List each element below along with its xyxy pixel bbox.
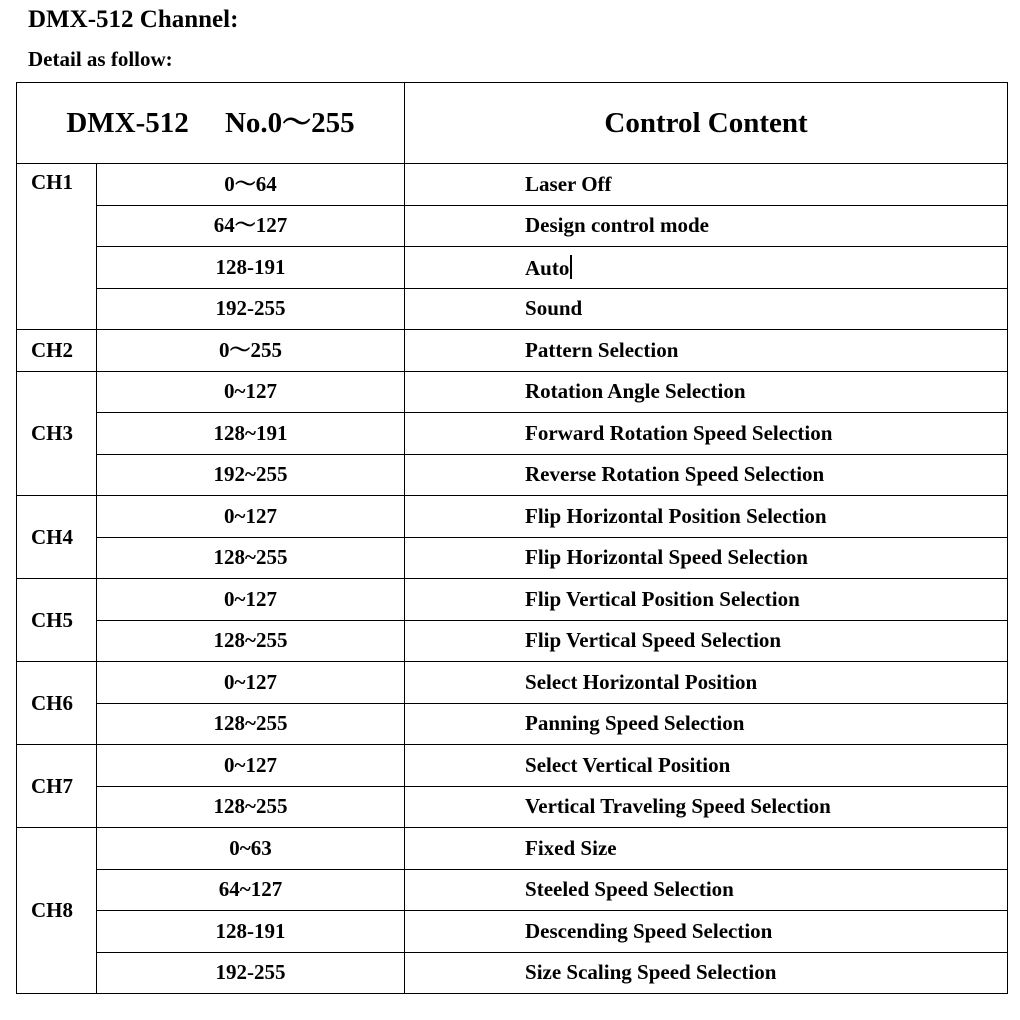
channel-label: CH8 bbox=[17, 828, 97, 994]
table-row bbox=[17, 703, 1008, 745]
control-content-text: Reverse Rotation Speed Selection bbox=[525, 462, 825, 487]
table-row bbox=[17, 662, 1008, 704]
control-content bbox=[405, 205, 1008, 247]
control-content-text: Auto bbox=[525, 256, 570, 281]
control-content bbox=[405, 371, 1008, 413]
control-content bbox=[405, 786, 1008, 828]
table-row bbox=[17, 454, 1008, 496]
dmx-value-range: 128~255 bbox=[97, 703, 405, 745]
table-row bbox=[17, 496, 1008, 538]
control-content bbox=[405, 288, 1008, 330]
control-content bbox=[405, 745, 1008, 787]
control-content bbox=[405, 579, 1008, 621]
channel-label: CH7 bbox=[17, 745, 97, 828]
control-content-text: Flip Vertical Speed Selection bbox=[525, 628, 782, 653]
control-content bbox=[405, 620, 1008, 662]
control-content-text: Pattern Selection bbox=[525, 337, 679, 362]
page-subtitle: Detail as follow: bbox=[28, 47, 173, 71]
table-row bbox=[17, 205, 1008, 247]
dmx-value-range: 128~255 bbox=[97, 537, 405, 579]
control-content bbox=[405, 496, 1008, 538]
control-content-text: Steeled Speed Selection bbox=[525, 877, 734, 902]
table-row bbox=[17, 537, 1008, 579]
control-content-text: Forward Rotation Speed Selection bbox=[525, 420, 833, 445]
dmx-channel-table bbox=[16, 82, 1008, 994]
table-row bbox=[17, 330, 1008, 372]
control-content-text: Flip Horizontal Position Selection bbox=[525, 503, 827, 528]
dmx-value-range: 0~127 bbox=[97, 496, 405, 538]
control-content-text: Vertical Traveling Speed Selection bbox=[525, 794, 831, 819]
control-content-text: Design control mode bbox=[525, 213, 709, 238]
text-cursor bbox=[570, 255, 572, 279]
channel-label: CH2 bbox=[17, 330, 97, 372]
dmx-value-range: 0～64 bbox=[97, 164, 405, 206]
control-content-text: Descending Speed Selection bbox=[525, 918, 773, 943]
control-content-text: Flip Vertical Position Selection bbox=[525, 586, 800, 611]
dmx-value-range: 0~127 bbox=[97, 662, 405, 704]
dmx-value-range: 64～127 bbox=[97, 205, 405, 247]
control-content-text: Select Vertical Position bbox=[525, 752, 731, 777]
dmx-value-range: 192~255 bbox=[97, 454, 405, 496]
control-content-text: Select Horizontal Position bbox=[525, 669, 758, 694]
control-content bbox=[405, 330, 1008, 372]
control-content-text: Laser Off bbox=[525, 171, 612, 196]
control-content bbox=[405, 703, 1008, 745]
dmx-value-range: 64~127 bbox=[97, 869, 405, 911]
table-row bbox=[17, 620, 1008, 662]
control-content bbox=[405, 454, 1008, 496]
control-content bbox=[405, 911, 1008, 953]
channel-label: CH1 bbox=[17, 164, 97, 330]
dmx-table-body bbox=[17, 83, 1008, 994]
table-row bbox=[17, 952, 1008, 994]
table-row bbox=[17, 413, 1008, 455]
table-row bbox=[17, 869, 1008, 911]
dmx-value-range: 128-191 bbox=[97, 911, 405, 953]
dmx-value-range: 192-255 bbox=[97, 288, 405, 330]
table-row bbox=[17, 371, 1008, 413]
table-row bbox=[17, 247, 1008, 289]
control-content-text: Flip Horizontal Speed Selection bbox=[525, 545, 808, 570]
table-row bbox=[17, 828, 1008, 870]
control-content bbox=[405, 662, 1008, 704]
channel-label: CH6 bbox=[17, 662, 97, 745]
dmx-value-range: 0~63 bbox=[97, 828, 405, 870]
control-content-text: Rotation Angle Selection bbox=[525, 379, 746, 404]
control-content bbox=[405, 164, 1008, 206]
table-row bbox=[17, 288, 1008, 330]
control-content bbox=[405, 247, 1008, 289]
control-content bbox=[405, 952, 1008, 994]
header-control-content: Control Content bbox=[405, 83, 1008, 164]
dmx-value-range: 0~127 bbox=[97, 371, 405, 413]
channel-label: CH3 bbox=[17, 371, 97, 496]
control-content bbox=[405, 413, 1008, 455]
dmx-value-range: 192-255 bbox=[97, 952, 405, 994]
control-content bbox=[405, 537, 1008, 579]
header-range: DMX-512 No.0～255 bbox=[17, 83, 405, 164]
page-title: DMX-512 Channel: bbox=[28, 6, 239, 33]
dmx-value-range: 0~127 bbox=[97, 745, 405, 787]
control-content bbox=[405, 828, 1008, 870]
dmx-value-range: 128~255 bbox=[97, 786, 405, 828]
control-content-text: Size Scaling Speed Selection bbox=[525, 960, 777, 985]
channel-label: CH5 bbox=[17, 579, 97, 662]
table-row bbox=[17, 745, 1008, 787]
dmx-value-range: 0~127 bbox=[97, 579, 405, 621]
dmx-value-range: 128-191 bbox=[97, 247, 405, 289]
table-row bbox=[17, 579, 1008, 621]
table-row bbox=[17, 164, 1008, 206]
table-row bbox=[17, 911, 1008, 953]
dmx-value-range: 0～255 bbox=[97, 330, 405, 372]
control-content-text: Fixed Size bbox=[525, 835, 617, 860]
table-row bbox=[17, 786, 1008, 828]
control-content-text: Panning Speed Selection bbox=[525, 711, 745, 736]
dmx-value-range: 128~191 bbox=[97, 413, 405, 455]
control-content bbox=[405, 869, 1008, 911]
table-header-row bbox=[17, 83, 1008, 164]
control-content-text: Sound bbox=[525, 296, 583, 321]
channel-label: CH4 bbox=[17, 496, 97, 579]
dmx-value-range: 128~255 bbox=[97, 620, 405, 662]
